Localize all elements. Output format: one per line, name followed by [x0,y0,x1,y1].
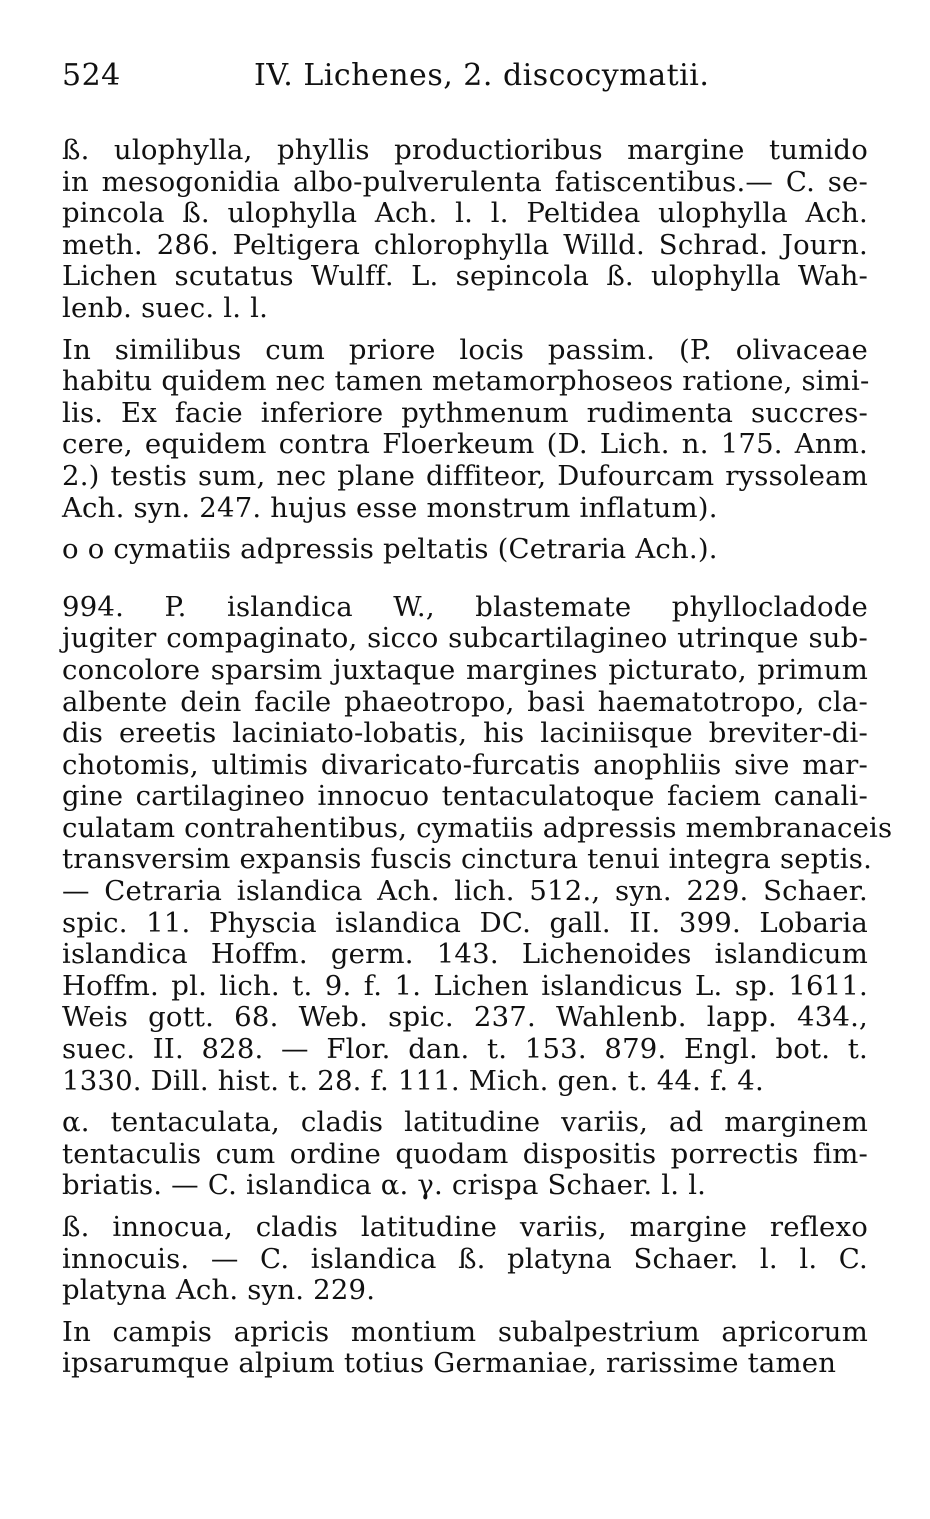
text-line: cere, equidem contra Floerkeum (D. Lich. n. 175. Anm. [62,428,868,461]
text-line: In similibus cum priore locis passim. (P. olivaceae [62,333,868,366]
text-line: spic. 11. Physcia islandica DC. gall. II. 399. Lobaria [62,906,868,939]
text-line: jugiter compaginato, sicco subcartilagineo utrinque sub- [62,622,868,655]
text-line: innocuis. — C. islandica ß. platyna Schaer. l. l. C. [62,1242,868,1275]
text-line: 1330. Dill. hist. t. 28. f. 111. Mich. gen. t. 44. f. 4. [62,1064,764,1097]
paragraph-species-994 [62,590,893,1098]
text-line: suec. II. 828. — Flor. dan. t. 153. 879. Engl. bot. t. [62,1033,868,1066]
text-line: transversim expansis fuscis cinctura tenui integra septis. [62,843,873,876]
text-line: Lichen scutatus Wulff. L. sepincola ß. ulophylla Wah- [62,260,868,293]
page-body [62,134,893,1380]
running-title: IV. Lichenes, 2. discocymatii. [254,58,710,93]
text-line: culatam contrahentibus, cymatiis adpressis membranaceis [62,811,893,844]
paragraph-habitat-994 [62,1317,868,1380]
text-line: habitu quidem nec tamen metamorphoseos ratione, simi- [62,365,870,398]
text-line: 2.) testis sum, nec plane diffiteor, Dufourcam ryssoleam [62,459,868,492]
text-line: lis. Ex facie inferiore pythmenum rudimenta succres- [62,396,868,429]
paragraph-variety-beta-ulophylla [62,135,868,325]
text-line: α. tentaculata, cladis latitudine variis, ad marginem [62,1106,868,1139]
text-line: pincola ß. ulophylla Ach. l. l. Peltidea ulophylla Ach. [62,197,868,230]
text-line: briatis. — C. islandica α. γ. crispa Schaer. l. l. [62,1169,707,1202]
running-header [62,58,868,93]
text-line: chotomis, ultimis divaricato-furcatis anophliis sive mar- [62,748,868,781]
page-number: 524 [62,58,121,93]
text-line: Hoffm. pl. lich. t. 9. f. 1. Lichen islandicus L. sp. 1611. [62,969,868,1002]
paragraph-section-heading [62,534,868,566]
text-line: dis ereetis laciniato-lobatis, his laciniisque breviter-di- [62,717,868,750]
paragraph-habitat-note [62,335,868,525]
text-line: meth. 286. Peltigera chlorophylla Willd. Schrad. Journ. [62,228,868,261]
text-line: tentaculis cum ordine quodam dispositis porrectis fim- [62,1137,868,1170]
text-line: albente dein facile phaeotropo, basi haematotropo, cla- [62,685,868,718]
text-line: islandica Hoffm. germ. 143. Lichenoides islandicum [62,938,868,971]
text-line: in mesogonidia albo-pulverulenta fatiscentibus.— C. se- [62,165,868,198]
text-line: ß. innocua, cladis latitudine variis, margine reflexo [62,1211,868,1243]
text-line: o o cymatiis adpressis peltatis (Cetraria Ach.). [62,533,718,566]
text-line: Ach. syn. 247. hujus esse monstrum inflatum). [62,491,718,524]
text-line: 994. P. islandica W., blastemate phyllocladode [62,590,868,623]
text-line: gine cartilagineo innocuo tentaculatoque faciem canali- [62,780,868,813]
text-line: ß. ulophylla, phyllis productioribus margine tumido [62,134,868,166]
text-line: ipsarumque alpium totius Germaniae, rarissime tamen [62,1347,837,1380]
text-line: — Cetraria islandica Ach. lich. 512., syn. 229. Schaer. [62,875,868,908]
text-line: platyna Ach. syn. 229. [62,1274,376,1307]
text-line: lenb. suec. l. l. [62,291,269,324]
text-line: concolore sparsim juxtaque margines picturato, primum [62,653,868,686]
text-line: Weis gott. 68. Web. spic. 237. Wahlenb. lapp. 434., [62,1001,868,1034]
paragraph-variety-alpha-tentaculata [62,1107,868,1202]
text-line: In campis apricis montium subalpestrium apricorum [62,1315,868,1348]
paragraph-variety-beta-innocua [62,1212,868,1307]
